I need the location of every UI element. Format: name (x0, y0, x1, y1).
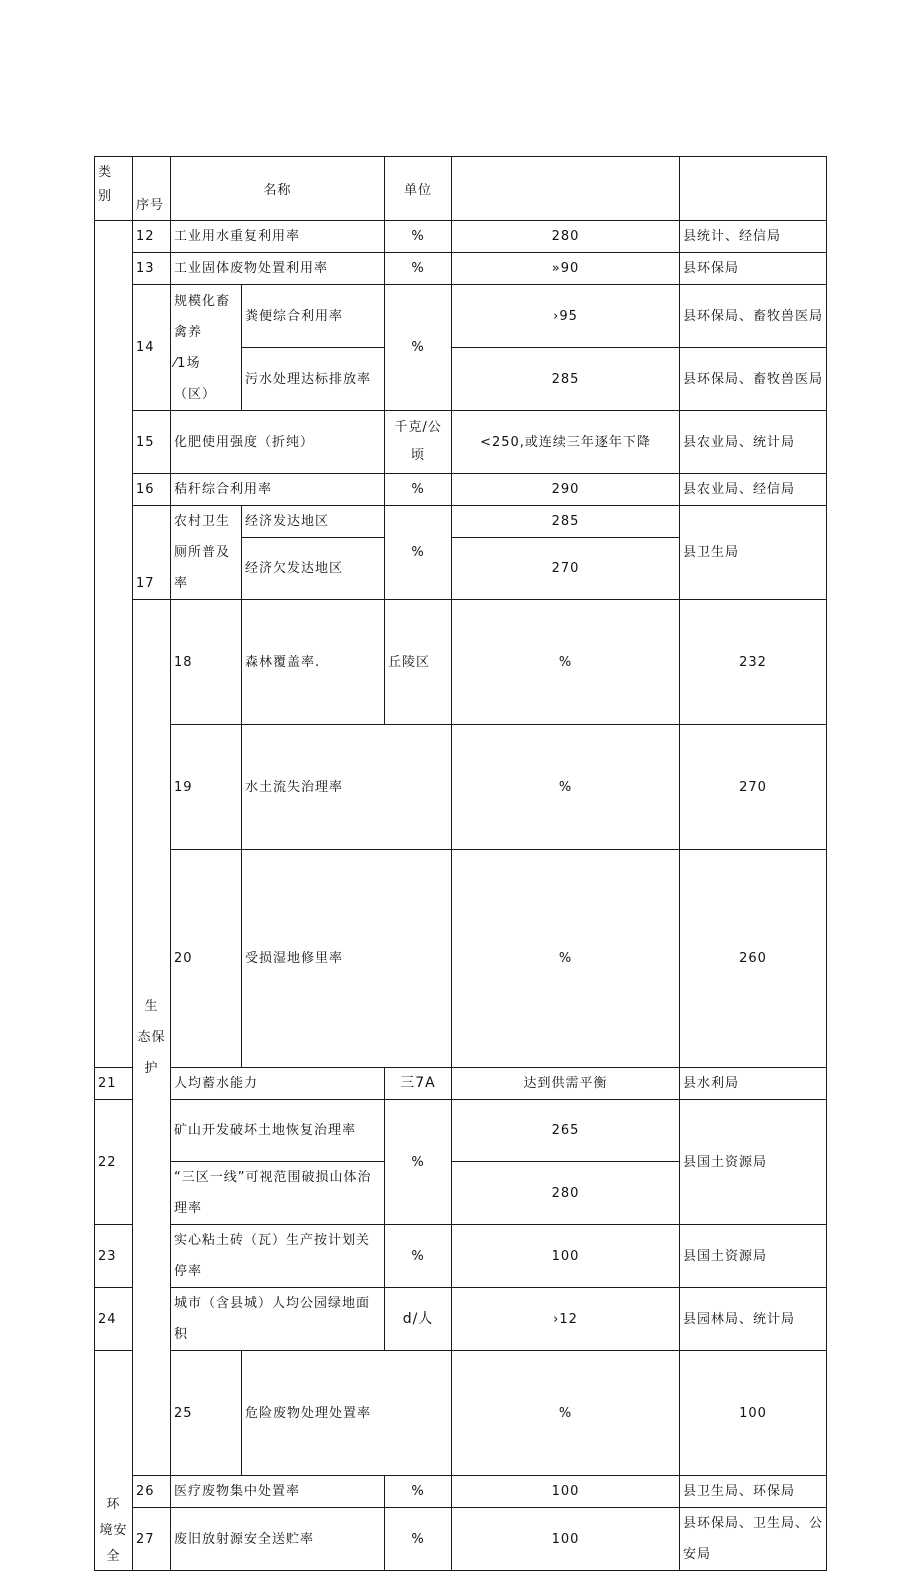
category-cell-blank (95, 221, 133, 1068)
row-unit: % (385, 506, 452, 600)
row-name: 实心粘土砖（瓦）生产按计划关停率 (171, 1225, 385, 1288)
row-dept: 县国土资源局 (680, 1100, 827, 1225)
row-seq: 27 (133, 1508, 171, 1571)
row-seq: 21 (95, 1068, 133, 1100)
row-unit: % (385, 1100, 452, 1225)
row-unit: % (385, 221, 452, 253)
row-seq: 17 (133, 506, 171, 600)
row-seq: 12 (133, 221, 171, 253)
row-dept: 县环保局、卫生局、公安局 (680, 1508, 827, 1571)
row-name: “三区一线”可视范围破损山体治理率 (171, 1162, 385, 1225)
header-category: 类 别 (95, 157, 133, 221)
row-dept: 县国土资源局 (680, 1225, 827, 1288)
row-unit: 千克/公顷 (385, 411, 452, 474)
row-unit: % (385, 474, 452, 506)
row-unit: % (385, 253, 452, 285)
row-group-name: 农村卫生厕所普及率 (171, 506, 242, 600)
table-row (95, 1476, 827, 1508)
table-row (95, 474, 827, 506)
row-seq: 13 (133, 253, 171, 285)
table-row (95, 506, 827, 538)
row-unit: % (385, 1508, 452, 1571)
row-target: 270 (452, 538, 680, 600)
row-target: 280 (452, 1162, 680, 1225)
row-subname: 经济发达地区 (242, 506, 385, 538)
row-seq: 24 (95, 1288, 133, 1351)
row-dept: 县水利局 (680, 1068, 827, 1100)
table-row (95, 411, 827, 474)
header-unit: 单位 (385, 157, 452, 221)
row-target: 285 (452, 348, 680, 411)
row-target: 达到供需平衡 (452, 1068, 680, 1100)
row-name: 工业用水重复利用率 (171, 221, 385, 253)
table-row (95, 253, 827, 285)
category-env: 环 境安 全 (95, 1351, 133, 1571)
row-name: 危险废物处理处置率 (242, 1351, 452, 1476)
row-unit: % (385, 1225, 452, 1288)
header-dept (680, 157, 827, 221)
table-row (95, 1100, 827, 1162)
row-target: 280 (452, 221, 680, 253)
row-unit: % (452, 600, 680, 725)
header-seq: 序号 (133, 157, 171, 221)
row-dept: 县统计、经信局 (680, 221, 827, 253)
table-row (95, 1351, 827, 1476)
row-target: 100 (452, 1476, 680, 1508)
row-target: »90 (452, 253, 680, 285)
row-name: 工业固体废物处置利用率 (171, 253, 385, 285)
row-subname: 污水处理达标排放率 (242, 348, 385, 411)
row-subname: 粪便综合利用率 (242, 285, 385, 348)
row-unit: % (452, 1351, 680, 1476)
table-row (95, 1068, 827, 1100)
table-row (95, 1288, 827, 1351)
row-unit: % (385, 285, 452, 411)
row-target: 265 (452, 1100, 680, 1162)
row-unit: % (452, 850, 680, 1068)
row-name: 矿山开发破坏土地恢复治理率 (171, 1100, 385, 1162)
row-seq: 23 (95, 1225, 133, 1288)
row-unit: % (385, 1476, 452, 1508)
row-dept: 县卫生局、环保局 (680, 1476, 827, 1508)
row-dept: 县环保局 (680, 253, 827, 285)
row-name: 医疗废物集中处置率 (171, 1476, 385, 1508)
row-target: 290 (452, 474, 680, 506)
row-name: 人均蓄水能力 (171, 1068, 385, 1100)
row-seq: 19 (171, 725, 242, 850)
row-group-name: 规模化畜禽养 ⁄1场 （区） (171, 285, 242, 411)
row-seq: 14 (133, 285, 171, 411)
table-row (95, 221, 827, 253)
row-target: ›12 (452, 1288, 680, 1351)
row-seq: 15 (133, 411, 171, 474)
row-target: 100 (680, 1351, 827, 1476)
row-subname: 经济欠发达地区 (242, 538, 385, 600)
row-seq: 20 (171, 850, 242, 1068)
indicator-table (94, 156, 827, 1571)
row-unit: d/人 (385, 1288, 452, 1351)
row-group-name: 森林覆盖率. (242, 600, 385, 725)
row-unit: 三7A (385, 1068, 452, 1100)
row-target: ›95 (452, 285, 680, 348)
row-target: 100 (452, 1225, 680, 1288)
row-name: 水土流失治理率 (242, 725, 452, 850)
row-seq: 16 (133, 474, 171, 506)
row-seq: 18 (171, 600, 242, 725)
row-dept: 县环保局、畜牧兽医局 (680, 348, 827, 411)
row-dept: 县农业局、统计局 (680, 411, 827, 474)
row-name: 化肥使用强度（折纯） (171, 411, 385, 474)
row-seq: 22 (95, 1100, 133, 1225)
row-name: 受损湿地修里率 (242, 850, 452, 1068)
table-row (95, 600, 827, 725)
row-target: 232 (680, 600, 827, 725)
row-seq: 25 (171, 1351, 242, 1476)
row-target: 270 (680, 725, 827, 850)
table-row (95, 1225, 827, 1288)
row-unit: % (452, 725, 680, 850)
row-dept: 县园林局、统计局 (680, 1288, 827, 1351)
category-eco: 生 态保 护 (133, 600, 171, 1476)
row-target: <250,或连续三年逐年下降 (452, 411, 680, 474)
table-row (95, 1508, 827, 1571)
row-name: 城市（含县城）人均公园绿地面积 (171, 1288, 385, 1351)
row-seq: 26 (133, 1476, 171, 1508)
row-dept: 县环保局、畜牧兽医局 (680, 285, 827, 348)
row-dept: 县卫生局 (680, 506, 827, 600)
table-row (95, 285, 827, 348)
header-target (452, 157, 680, 221)
row-target: 100 (452, 1508, 680, 1571)
row-name: 秸秆综合利用率 (171, 474, 385, 506)
row-name: 废旧放射源安全送贮率 (171, 1508, 385, 1571)
row-dept: 县农业局、经信局 (680, 474, 827, 506)
header-name: 名称 (171, 157, 385, 221)
table-header-row (95, 157, 827, 221)
table-row (95, 850, 827, 1068)
table-row (95, 725, 827, 850)
row-target: 285 (452, 506, 680, 538)
row-subname: 丘陵区 (385, 600, 452, 725)
row-target: 260 (680, 850, 827, 1068)
